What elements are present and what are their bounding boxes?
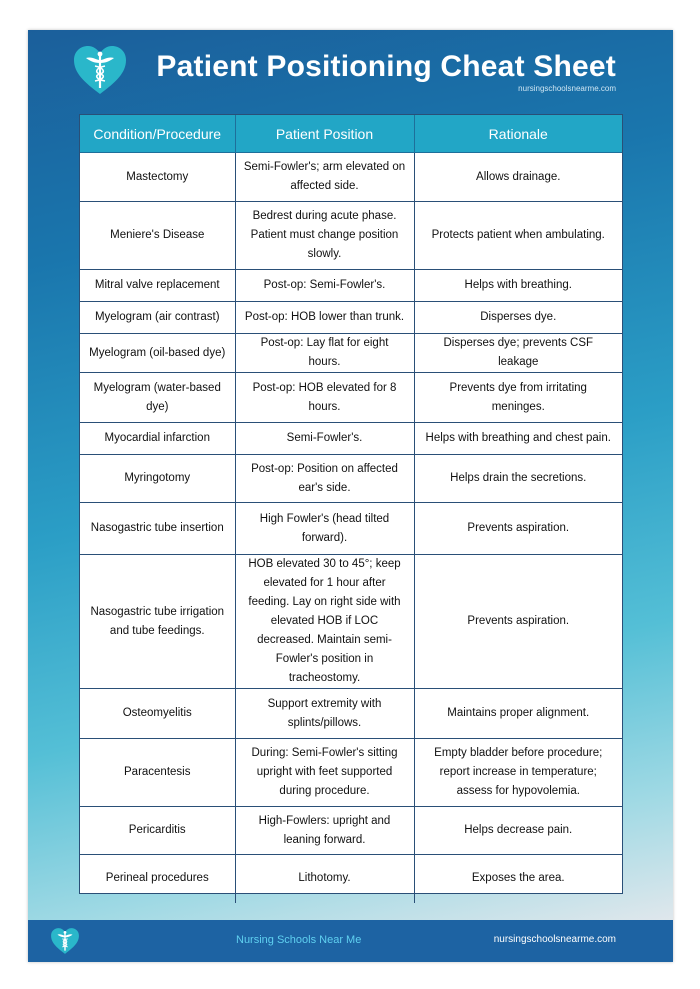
rationale-cell: Empty bladder before procedure; report increase in temperature; assess for hypovolemia. [414,739,622,807]
table-row [80,503,622,555]
condition-cell: Perineal procedures [80,855,235,903]
column-header-condition: Condition/Procedure [80,115,235,153]
heart-caduceus-icon [72,44,128,96]
table-row [80,555,622,689]
cheat-sheet [28,30,673,962]
table-row [80,270,622,302]
footer-site-url: nursingschoolsnearme.com [493,934,616,945]
table-row [80,153,622,202]
condition-cell: Mastectomy [80,153,235,202]
rationale-cell: Helps with breathing. [414,270,622,302]
footer-brand-name: Nursing Schools Near Me [236,934,362,946]
condition-cell: Myelogram (oil-based dye) [80,334,235,373]
position-cell: Support extremity with splints/pillows. [235,689,414,739]
condition-cell: Myelogram (air contrast) [80,302,235,334]
footer [28,920,673,962]
column-header-position: Patient Position [235,115,414,153]
position-cell: Post-op: HOB lower than trunk. [235,302,414,334]
position-cell: Lithotomy. [235,855,414,903]
table-row [80,455,622,503]
rationale-cell: Helps drain the secretions. [414,455,622,503]
condition-cell: Paracentesis [80,739,235,807]
rationale-cell: Disperses dye; prevents CSF leakage [414,334,622,373]
condition-cell: Nasogastric tube irrigation and tube feedings. [80,555,235,689]
rationale-cell: Disperses dye. [414,302,622,334]
rationale-cell: Maintains proper alignment. [414,689,622,739]
position-cell: During: Semi-Fowler's sitting upright with feet supported during procedure. [235,739,414,807]
rationale-cell: Allows drainage. [414,153,622,202]
position-cell: High Fowler's (head tilted forward). [235,503,414,555]
table-row [80,689,622,739]
table-row [80,334,622,373]
position-cell: Semi-Fowler's. [235,423,414,455]
table-row [80,302,622,334]
table-row [80,373,622,423]
position-cell: Bedrest during acute phase. Patient must change position slowly. [235,202,414,270]
rationale-cell: Helps decrease pain. [414,807,622,855]
position-cell: Post-op: Semi-Fowler's. [235,270,414,302]
table-row [80,423,622,455]
condition-cell: Pericarditis [80,807,235,855]
header [28,30,673,110]
rationale-cell: Protects patient when ambulating. [414,202,622,270]
condition-cell: Myocardial infarction [80,423,235,455]
position-cell: Semi-Fowler's; arm elevated on affected side. [235,153,414,202]
condition-cell: Nasogastric tube insertion [80,503,235,555]
condition-cell: Myringotomy [80,455,235,503]
table-row [80,202,622,270]
rationale-cell: Prevents aspiration. [414,555,622,689]
column-header-rationale: Rationale [414,115,622,153]
table-row [80,807,622,855]
condition-cell: Osteomyelitis [80,689,235,739]
table-row [80,855,622,903]
table-header-row [80,115,622,153]
position-cell: HOB elevated 30 to 45°; keep elevated for 1 hour after feeding. Lay on right side with elevated HOB if LOC decreased. Maintain semi-Fowler's position in tracheostomy. [235,555,414,689]
positioning-table [79,114,623,894]
position-cell: Post-op: Lay flat for eight hours. [235,334,414,373]
rationale-cell: Helps with breathing and chest pain. [414,423,622,455]
rationale-cell: Prevents aspiration. [414,503,622,555]
condition-cell: Myelogram (water-based dye) [80,373,235,423]
position-cell: Post-op: Position on affected ear's side. [235,455,414,503]
page-title: Patient Positioning Cheat Sheet [156,50,616,83]
rationale-cell: Exposes the area. [471,872,565,885]
position-cell: High-Fowlers: upright and leaning forward. [235,807,414,855]
heart-caduceus-icon [50,927,80,955]
condition-cell: Meniere's Disease [80,202,235,270]
header-site-url: nursingschoolsnearme.com [518,84,616,93]
rationale-cell: Prevents dye from irritating meninges. [414,373,622,423]
position-cell: Post-op: HOB elevated for 8 hours. [235,373,414,423]
condition-cell: Mitral valve replacement [80,270,235,302]
table-row [80,739,622,807]
